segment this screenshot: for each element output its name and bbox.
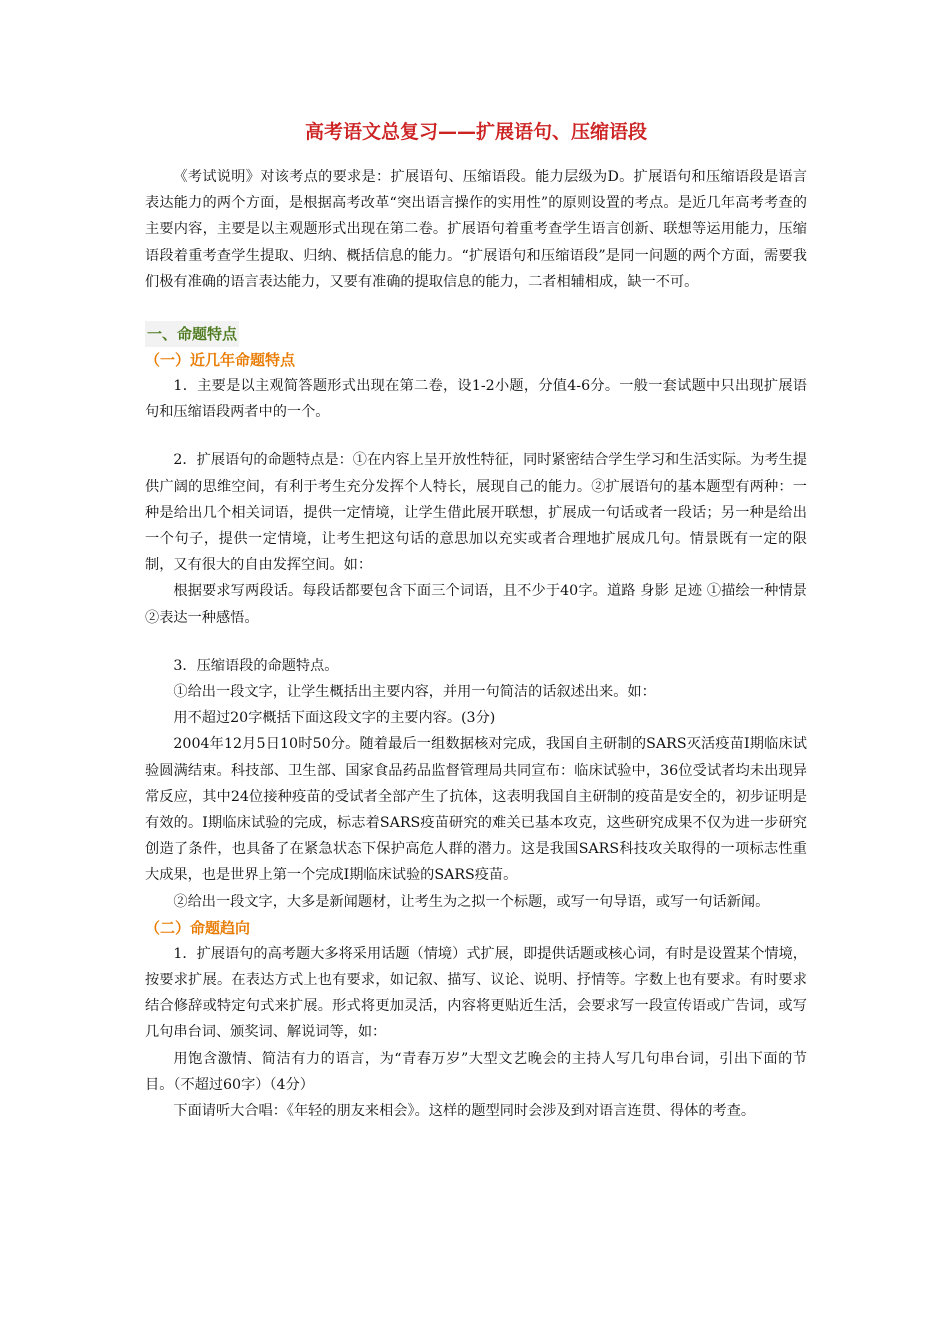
paragraph-1-7: 2004年12月5日10时50分。随着最后一组数据核对完成，我国自主研制的SARS灭活疫苗Ⅰ期临床试验圆满结束。科技部、卫生部、国家食品药品监督管理局共同宣布：临床试验中，36位受试者均未出现异常反应，其中24位接种疫苗的受试者全部产生了抗体，这表明我国自主研制的疫苗是安全的，初步证明是有效的。Ⅰ期临床试验的完成，标志着SARS疫苗研究的难关已基本攻克，这些研究成果不仅为进一步研究创造了条件，也具备了在紧急状态下保护高危人群的潜力。这是我国SARS科技攻关取得的一项标志性重大成果，也是世界上第一个完成Ⅰ期临床试验的SARS疫苗。	[145, 736, 807, 884]
subsection-heading-1: （一）近几年命题特点	[145, 351, 296, 370]
paragraph-1-1: 1．主要是以主观简答题形式出现在第二卷，设1-2小题，分值4-6分。一般一套试题中只出现扩展语句和压缩语段两者中的一个。	[145, 378, 807, 421]
paragraph-1-8: ②给出一段文字，大多是新闻题材，让考生为之拟一个标题，或写一句导语，或写一句话新闻。	[173, 893, 770, 910]
paragraph-1-2: 2．扩展语句的命题特点是：①在内容上呈开放性特征，同时紧密结合学生学习和生活实际。为考生提供广阔的思维空间，有利于考生充分发挥个人特长，展现自己的能力。②扩展语句的基本题型有两种：一种是给出几个相关词语，提供一定情境，让学生借此展开联想，扩展成一句话或者一段话；另一种是给出一个句子，提供一定情境，让考生把这句话的意思加以充实或者合理地扩展成几句。情景既有一定的限制，又有很大的自由发挥空间。如：	[145, 452, 807, 574]
section-heading	[145, 321, 807, 347]
subsection-heading-2: （二）命题趋向	[145, 918, 251, 937]
spacer	[145, 425, 807, 447]
intro-paragraph: 《考试说明》对该考点的要求是：扩展语句、压缩语段。能力层级为D。扩展语句和压缩语段是语言表达能力的两个方面，是根据高考改革“突出语言操作的实用性”的原则设置的考点。是近几年高考考查的主要内容，主要是以主观题形式出现在第二卷。扩展语句着重考查学生语言创新、联想等运用能力，压缩语段着重考查学生提取、归纳、概括信息的能力。“扩展语句和压缩语段”是同一问题的两个方面，需要我们极有准确的语言表达能力，又要有准确的提取信息的能力，二者相辅相成，缺一不可。	[145, 169, 807, 290]
paragraph-2-1: 1．扩展语句的高考题大多将采用话题（情境）式扩展，即提供话题或核心词，有时是设置某个情境，按要求扩展。在表达方式上也有要求，如记叙、描写、议论、说明、抒情等。字数上也有要求。有时要求结合修辞或特定句式来扩展。形式将更加灵活，内容将更贴近生活，会要求写一段宣传语或广告词，或写几句串台词、颁奖词、解说词等，如：	[145, 945, 807, 1041]
spacer	[145, 295, 807, 321]
paragraph-1-6: 用不超过20字概括下面这段文字的主要内容。(3分)	[173, 710, 496, 727]
document-title: 高考语文总复习——扩展语句、压缩语段	[304, 121, 647, 143]
paragraph-1-3: 根据要求写两段话。每段话都要包含下面三个词语，且不少于40字。道路 身影 足迹 ①描绘一种情景 ②表达一种感悟。	[145, 583, 807, 626]
document-page	[145, 118, 807, 1124]
paragraph-2-2: 用饱含激情、简洁有力的语言，为“青春万岁”大型文艺晚会的主持人写几句串台词，引出下面的节目。（不超过60字）（4分）	[145, 1050, 807, 1093]
section-heading-text: 一、命题特点	[145, 321, 239, 347]
paragraph-1-5: ①给出一段文字，让学生概括出主要内容，并用一句简洁的话叙述出来。如：	[173, 684, 656, 701]
spacer	[145, 631, 807, 653]
paragraph-2-3: 下面请听大合唱：《年轻的朋友来相会》。这样的题型同时会涉及到对语言连贯、得体的考查。	[173, 1103, 756, 1120]
paragraph-1-4: 3．压缩语段的命题特点。	[173, 657, 339, 674]
